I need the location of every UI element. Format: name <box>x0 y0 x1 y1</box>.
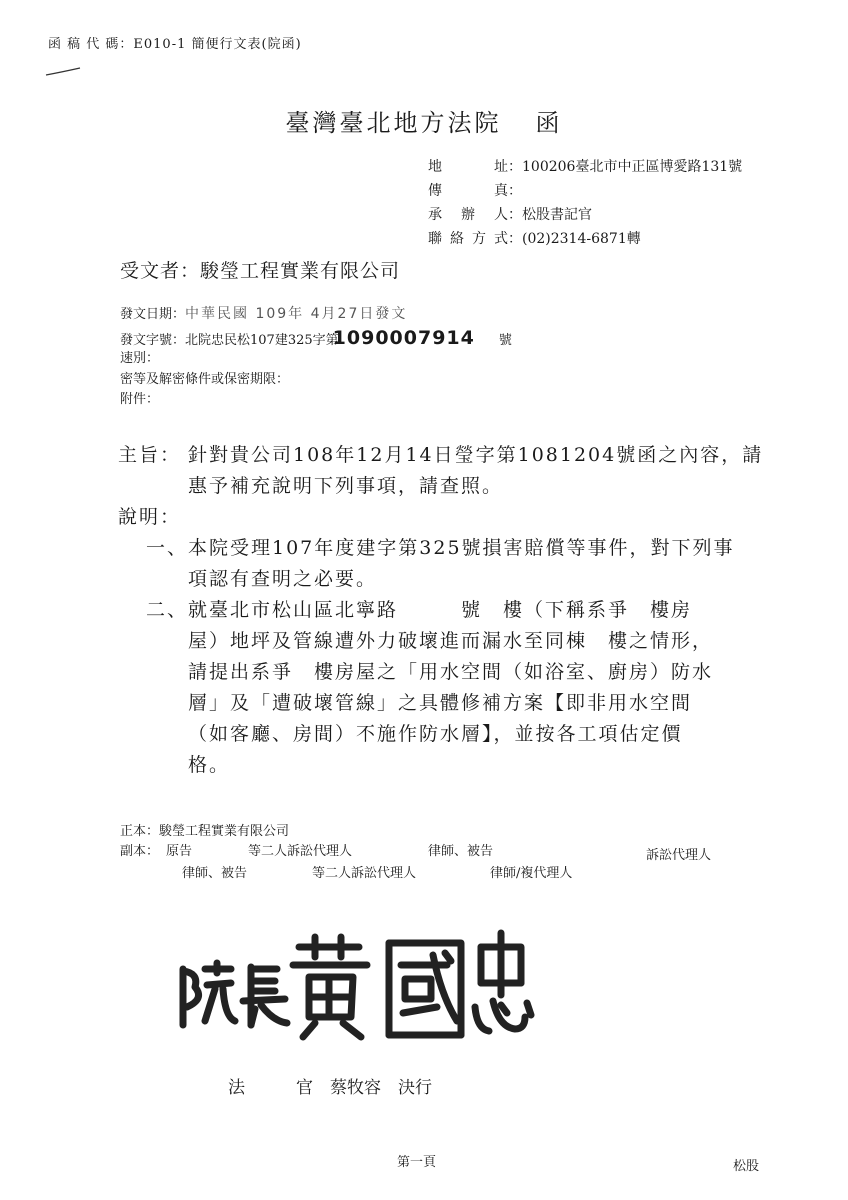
contact-value: (02)2314-6871轉 <box>522 231 641 247</box>
president-signature-stamp <box>175 925 535 1049</box>
copy-entry: 律師/複代理人 <box>490 866 573 881</box>
recipient <box>120 256 400 283</box>
item-line: 本院受理107年度建字第325號損害賠償等事件，對下列事 <box>188 537 735 559</box>
copy-entry: 等二人訴訟代理人 <box>248 844 353 859</box>
item-line: 就臺北市松山區北寧路 號 樓（下稱系爭 樓房 <box>188 599 693 621</box>
item-line: 項認有查明之必要。 <box>188 568 378 590</box>
contact-fax: 傳 真： <box>428 180 522 200</box>
copy-entry: 律師、被告 <box>428 844 494 859</box>
recipient-name: 駿瑩工程實業有限公司 <box>200 260 401 282</box>
explanation-label: 說明： <box>118 506 182 528</box>
copy-entry: 原告 <box>166 844 193 859</box>
contact-label: 聯絡方式 <box>428 231 508 247</box>
docno-prefix: 北院忠民松107建325字第 <box>185 333 339 348</box>
contact-phone: 聯絡方式：(02)2314-6871轉 <box>428 228 641 248</box>
contact-address: 地 址：100206臺北市中正區博愛路131號 <box>428 156 742 176</box>
title-court: 臺灣臺北地方法院 <box>285 109 502 137</box>
unit-code: 松股 <box>733 1159 760 1174</box>
secret-label: 密等及解密條件或保密期限： <box>120 372 290 387</box>
subject-label: 主旨： <box>118 444 182 466</box>
contact-value: 100206臺北市中正區博愛路131號 <box>522 159 743 175</box>
attachment-label: 附件： <box>120 392 160 407</box>
docno-suffix: 號 <box>498 333 512 348</box>
item-line: 請提出系爭 樓房屋之「用水空間（如浴室、廚房）防水 <box>188 661 714 683</box>
original-value: 駿瑩工程實業有限公司 <box>159 824 290 839</box>
copy-entry: 律師、被告 <box>182 866 248 881</box>
contact-label: 傳 真 <box>428 183 508 199</box>
judge-decision: 法 官 蔡牧容 決行 <box>228 1078 432 1098</box>
item-number: 二、 <box>146 599 189 621</box>
original-recipient <box>120 820 289 839</box>
page-title <box>0 103 848 138</box>
signature-strokes <box>175 925 535 1045</box>
date-label: 發文日期： <box>120 307 186 322</box>
item-line: 層」及「遭破壞管線」之具體修補方案【即非用水空間 <box>188 692 693 714</box>
pen-mark <box>44 64 84 78</box>
contact-value: 松股書記官 <box>522 207 592 223</box>
item-line: （如客廳、房間）不施作防水層】，並按各工項估定價 <box>188 723 683 745</box>
contact-label: 地 址 <box>428 159 508 175</box>
president-stamp-text <box>0 0 1 1</box>
recipient-label: 受文者： <box>120 260 201 282</box>
contact-handler: 承 辦 人：松股書記官 <box>428 204 592 224</box>
docno-label: 發文字號： <box>120 333 186 348</box>
item-line: 屋）地坪及管線遭外力破壞進而漏水至同棟 樓之情形， <box>188 630 714 652</box>
copy-label: 副本： <box>120 844 160 859</box>
subject-line-1: 針對貴公司108年12月14日瑩字第1081204號函之內容，請 <box>188 444 764 466</box>
contact-label: 承 辦 人 <box>428 207 508 223</box>
date-row <box>120 303 407 323</box>
title-doc-type: 函 <box>535 109 563 137</box>
speed-label: 速別： <box>120 351 160 366</box>
item-line: 格。 <box>188 754 231 776</box>
item-number: 一、 <box>146 537 189 559</box>
copy-entry: 等二人訴訟代理人 <box>312 866 417 881</box>
subject-line-2: 惠予補充說明下列事項，請查照。 <box>188 475 504 497</box>
docno-number: 1090007914 <box>332 327 475 349</box>
page-number: 第一頁 <box>397 1155 437 1170</box>
copy-entry: 訴訟代理人 <box>646 848 712 863</box>
original-label: 正本： <box>120 824 160 839</box>
docno-row <box>120 327 512 349</box>
form-code: 函 稿 代 碼：E010-1 簡便行文表(院函) <box>48 37 302 52</box>
date-stamp: 中華民國 109年 4月27日發文 <box>185 306 408 322</box>
